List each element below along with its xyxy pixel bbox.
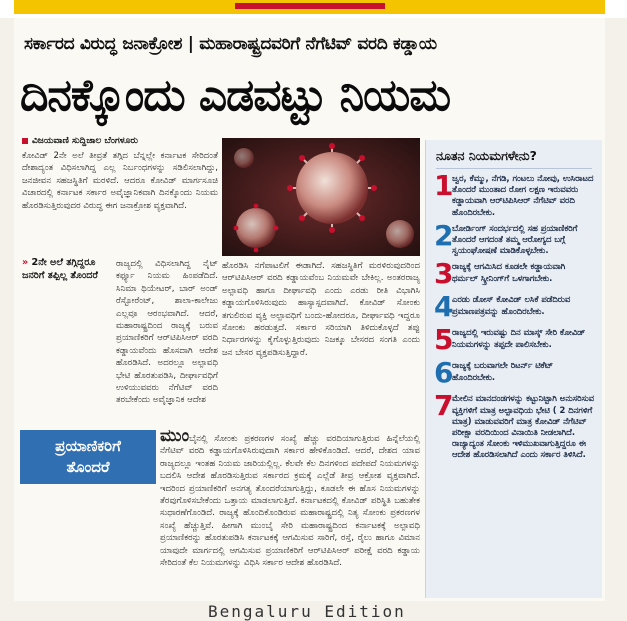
rule-text: ಬೋರ್ಡಿಂಗ್ ಸಂದರ್ಭದಲ್ಲಿ ಸಹ ಪ್ರಯಾಣಿಕರಿಗೆ ತೊಂದರೆ ಆಗದಂತೆ ತಮ್ಮ ಆರೋಗ್ಯದ ಬಗ್ಗೆ ಸ್ವಯಂಘೋಷಣೆ ಮಾಡಿಕೊಳ್ಳಬೇಕು. bbox=[452, 222, 578, 256]
top-color-bar bbox=[0, 0, 627, 18]
rule-item bbox=[434, 218, 594, 257]
article-column-top bbox=[22, 150, 218, 254]
pullquote-text: 2ನೇ ಅಲೆ ತಗ್ಗಿದ್ದರೂ ಜನರಿಗೆ ತಪ್ಪಿಲ್ಲ ತೊಂದರೆ bbox=[22, 257, 98, 281]
byline bbox=[22, 136, 138, 146]
rule-number: 5 bbox=[434, 323, 454, 357]
rule-text: ಎರಡು ಡೋಸ್ ಕೋವಿಡ್ ಲಸಿಕೆ ಪಡೆದಿರುವ ಪ್ರಮಾಣಪತ್ರವನ್ನು ಹೊಂದಿರಬೇಕು. bbox=[452, 294, 571, 316]
rule-item bbox=[434, 169, 594, 218]
rules-list bbox=[426, 169, 602, 461]
drop-cap: ಮುಂ bbox=[160, 426, 190, 446]
pull-quote bbox=[22, 256, 112, 282]
sidebar-title: ನೂತನ ನಿಯಮಗಳೇನು? bbox=[436, 148, 592, 169]
paragraph-2: ರಾಜ್ಯದಲ್ಲಿ ವಿಧಿಸಲಾಗಿದ್ದ ನೈಟ್ ಕರ್ಫ್ಯೂ ನಿಯಮ ಹಿಂಪಡೆದಿದೆ. ಸಿನಿಮಾ ಥಿಯೇಟರ್, ಬಾರ್ ಅಂಡ್ ರೆಸ್ಟೋರೆಂಟ್, ಶಾಲಾ-ಕಾಲೇಜು ಎಲ್ಲವೂ ಆರಂಭವಾಗಿದೆ. ಆದರೆ, ಮಹಾರಾಷ್ಟ್ರದಿಂದ ರಾಜ್ಯಕ್ಕೆ ಬರುವ ಪ್ರಯಾಣಿಕರಿಗೆ ಆರ್‌ಟಿಪಿಸಿಆರ್ ವರದಿ ಕಡ್ಡಾಯವೆಂದು ಹೊಸದಾಗಿ ಆದೇಶ ಹೊರಡಿಸಿದೆ. ಅದರಲ್ಲೂ ಅಲ್ಪಾವಧಿ ಭೇಟಿ ಹೊರತುಪಡಿಸಿ, ದೀರ್ಘಾವಧಿಗೆ ಉಳಿಯುವವರು ನೆಗೆಟಿವ್ ವರದಿ ತರಬೇಕೆಂದು ಅವೈಜ್ಞಾನಿಕ ಆದೇಶ bbox=[116, 259, 218, 406]
virus-photo bbox=[222, 138, 420, 256]
subhead-line-2: ತೊಂದರೆ bbox=[66, 458, 110, 476]
large-virus-particle bbox=[287, 143, 377, 233]
rule-number: 6 bbox=[434, 356, 454, 390]
rule-text: ಜ್ವರ, ಕೆಮ್ಮು, ನೆಗಡಿ, ಗಂಟಲು ನೋವು, ಉಸಿರಾಟದ ತೊಂದರೆ ಮುಂತಾದ ರೋಗ ಲಕ್ಷಣ ಇರುವವರು ಕಡ್ಡಾಯವಾಗಿ ಆರ್‌ಟಿಪಿಸಿಆರ್ ನೆಗೆಟಿವ್ ವರದಿ ಹೊಂದಿರಬೇಕು. bbox=[452, 173, 594, 217]
rule-item bbox=[434, 356, 594, 390]
paragraph-4-wrap bbox=[160, 426, 420, 569]
paragraph-3: ಹೊರಡಿಸಿ ನಗೆಪಾಟಲಿಗೆ ಈಡಾಗಿದೆ. ಸಹಜಸ್ಥಿತಿಗೆ ಮರಳಿರುವುದರಿಂದ ಆರ್‌ಟಿಪಿಸಿಆರ್ ವರದಿ ಕಡ್ಡಾಯವೆಂಬ ನಿಯಮವೇ ಬೇಕಿಲ್ಲ. ಅಂತರರಾಜ್ಯ ಅಲ್ಪಾವಧಿ ಹಾಗೂ ದೀರ್ಘಾವಧಿ ಎಂದು ಎರಡು ರೀತಿ ವಿಭಾಗಿಸಿ ಕಡ್ಡಾಯಗೊಳಿಸಿರುವುದು ಹಾಸ್ಯಾಸ್ಪದವಾಗಿದೆ. ಕೋವಿಡ್ ಸೋಂಕು ತಗುಲಿರುವ ವ್ಯಕ್ತಿ ಅಲ್ಪಾವಧಿಗೆ ಬಂದು-ಹೋದರೂ, ದೀರ್ಘಾವಧಿ ಇದ್ದರೂ ಸೋಂಕು ಹರಡುತ್ತದೆ. ಸರ್ಕಾರ ಸರಿಯಾಗಿ ತಿಳಿದುಕೊಳ್ಳದೆ ತಪ್ಪು ನಿರ್ಧಾರಗಳನ್ನು ಕೈಗೊಳ್ಳುತ್ತಿರುವುದು ನಿಜಕ್ಕೂ ಬೇಸರದ ಸಂಗತಿ ಎಂದು ಜನ ಬೇಸರ ವ್ಯಕ್ತಪಡಿಸುತ್ತಿದ್ದಾರೆ. bbox=[222, 261, 420, 358]
paragraph-1: ಕೋವಿಡ್ 2ನೇ ಅಲೆ ತೀವ್ರತೆ ತಗ್ಗಿದ ಬೆನ್ನಲ್ಲೇ ಕರ್ನಾಟಕ ಸೇರಿದಂತೆ ದೇಶಾದ್ಯಂತ ವಿಧಿಸಲಾಗಿದ್ದ ಎಲ್ಲ ನಿರ್ಬಂಧಗಳನ್ನು ಸಡಿಲಿಸಲಾಗಿದ್ದು, ಜನಜೀವನ ಸಹಜಸ್ಥಿತಿಗೆ ಮರಳಿದೆ. ಆದರೂ ಕೋವಿಡ್ ಮಾರ್ಗಸೂಚಿ ವಿಚಾರದಲ್ಲಿ ಕರ್ನಾಟಕ ಸರ್ಕಾರ ಅವೈಜ್ಞಾನಿಕವಾಗಿ ದಿನಕ್ಕೊಂದು ನಿಯಮ ಹೊರಡಿಸುತ್ತಿರುವುದರ ವಿರುದ್ಧ ಈಗ ಜನಾಕ್ರೋಶ ವ್ಯಕ್ತವಾಗಿದೆ. bbox=[22, 151, 218, 211]
kicker: ಸರ್ಕಾರದ ವಿರುದ್ಧ ಜನಾಕ್ರೋಶ | ಮಹಾರಾಷ್ಟ್ರದವರಿಗೆ ನೆಗೆಟಿವ್ ವರದಿ ಕಡ್ಡಾಯ bbox=[24, 34, 437, 54]
article-column-beside-box bbox=[160, 426, 420, 569]
byline-text: ವಿಜಯವಾಣಿ ಸುದ್ದಿಜಾಲ ಬೆಂಗಳೂರು bbox=[32, 136, 139, 146]
rule-text: ರಾಜ್ಯಕ್ಕೆ ಬರುವಾಗಲೇ ರಿಟರ್ನ್ ಟಿಕೆಟ್ ಹೊಂದಿರಬೇಕು. bbox=[452, 360, 553, 382]
rule-text: ರಾಜ್ಯದಲ್ಲಿ ಇರುವಷ್ಟು ದಿನ ಮಾಸ್ಕ್ ಸೇರಿ ಕೋವಿಡ್ ನಿಯಮಗಳನ್ನು ತಪ್ಪದೇ ಪಾಲಿಸಬೇಕು. bbox=[452, 327, 586, 349]
virus-illustration bbox=[222, 138, 420, 256]
rule-number: 4 bbox=[434, 290, 454, 324]
pullquote-mark: » bbox=[22, 257, 29, 268]
bullet-square-icon bbox=[22, 138, 28, 144]
paragraph-4: ಬೈನಲ್ಲಿ ಸೋಂಕು ಪ್ರಕರಣಗಳ ಸಂಖ್ಯೆ ಹೆಚ್ಚು ವರದಿಯಾಗುತ್ತಿರುವ ಹಿನ್ನೆಲೆಯಲ್ಲಿ ನೆಗೆಟಿವ್ ವರದಿ ಕಡ್ಡಾಯಗೊಳಿಸಿರುವುದಾಗಿ ಸರ್ಕಾರ ಹೇಳಿಕೊಂಡಿದೆ. ಆದರೆ, ದೇಶದ ಯಾವ ರಾಜ್ಯದಲ್ಲೂ ಇಂತಹ ನಿಯಮ ಜಾರಿಯಲ್ಲಿಲ್ಲ. ಕೆಲವೇ ಕೆಲ ದಿನಗಳಿಂದ ಪದೇಪದೆ ನಿಯಮಗಳನ್ನು ಬದಲಿಸಿ ಆದೇಶ ಹೊರಡಿಸುತ್ತಿರುವ ಸರ್ಕಾರದ ಕ್ರಮಕ್ಕೆ ಎಲ್ಲೆಡೆ ತೀವ್ರ ಆಕ್ರೋಶ ವ್ಯಕ್ತವಾಗಿದೆ. ಇದರಿಂದ ಪ್ರಯಾಣಿಕರಿಗೆ ಅನಗತ್ಯ ತೊಂದರೆಯಾಗುತ್ತಿದ್ದು, ಕೂಡಲೇ ಈ ಹೊಸ ನಿಯಮಗಳನ್ನು ತೆರವುಗೊಳಿಸಬೇಕೆಂದು ಒತ್ತಾಯ ಮಾಡಲಾಗುತ್ತಿದೆ. ಕರ್ನಾಟಕದಲ್ಲಿ ಕೋವಿಡ್ ಪರಿಸ್ಥಿತಿ ಬಹುತೇಕ ಸುಧಾರಣೆಗೊಂಡಿದೆ. ರಾಜ್ಯಕ್ಕೆ ಹೊಂದಿಕೊಂಡಿರುವ ಮಹಾರಾಷ್ಟ್ರದಲ್ಲಿ ನಿತ್ಯ ಸೋಂಕು ಪ್ರಕರಣಗಳ ಸಂಖ್ಯೆ ಹೆಚ್ಚುತ್ತಿವೆ. ಹೀಗಾಗಿ ಮುಂಬೈ ಸೇರಿ ಮಹಾರಾಷ್ಟ್ರದಿಂದ ಕರ್ನಾಟಕಕ್ಕೆ ಅಲ್ಪಾವಧಿ ಪ್ರಯಾಣಿಕರನ್ನು ಹೊರತುಪಡಿಸಿ ಕರ್ನಾಟಕಕ್ಕೆ ಆಗಮಿಸುವ ಸಾರಿಗೆ, ರಸ್ತೆ, ರೈಲು ಹಾಗೂ ವಿಮಾನ ಯಾವುದೇ ಮಾರ್ಗದಲ್ಲಿ ಆಗಮಿಸುವ ಪ್ರಯಾಣಿಕರಿಗೆ ಆರ್‌ಟಿಪಿಸಿಆರ್ ಪರೀಕ್ಷೆ ವರದಿ ಕಡ್ಡಾಯ ಸೇರಿದಂತೆ ಕೆಲ ನಿಯಮಗಳನ್ನು ವಿಧಿಸಿ ಸರ್ಕಾರ ಆದೇಶ ಹೊರಡಿಸಿದೆ. bbox=[160, 434, 420, 569]
subhead-line-1: ಪ್ರಯಾಣಿಕರಿಗೆ bbox=[55, 437, 121, 455]
rule-item bbox=[434, 323, 594, 357]
article-column-beside-quote bbox=[116, 258, 218, 406]
rule-item bbox=[434, 389, 594, 460]
rule-item bbox=[434, 290, 594, 324]
headline: ದಿನಕ್ಕೊಂದು ಎಡವಟ್ಟು ನಿಯಮ bbox=[20, 70, 451, 121]
rule-number: 3 bbox=[434, 257, 454, 291]
rules-sidebar bbox=[425, 140, 602, 598]
rule-text: ಮೇಲಿನ ಮಾನದಂಡಗಳನ್ನು ಕಟ್ಟುನಿಟ್ಟಾಗಿ ಅನುಸರಿಸುವ ವ್ಯಕ್ತಿಗಳಿಗೆ ಮಾತ್ರ ಅಲ್ಪಾವಧಿಯ ಭೇಟಿ ( 2 ದಿನಗಳಿಗೆ ಮಾತ್ರ) ಮಾಡುವವರಿಗೆ ಮಾತ್ರ ಕೋವಿಡ್ ನೆಗೆಟಿವ್ ಪರೀಕ್ಷಾ ವರದಿಯಿಂದ ವಿನಾಯಿತಿ ನೀಡಲಾಗಿದೆ. ರಾಜ್ಯಾದ್ಯಂತ ಸೋಂಕು ಇಳಿಮುಖವಾಗುತ್ತಿದ್ದರೂ ಈ ಆದೇಶ ಹೊರಡಿಸಲಾಗಿದೆ ಎಂದು ಸರ್ಕಾರ ತಿಳಿಸಿದೆ. bbox=[452, 393, 594, 460]
rule-text: ರಾಜ್ಯಕ್ಕೆ ಆಗಮಿಸಿದ ಕೂಡಲೇ ಕಡ್ಡಾಯವಾಗಿ ಥರ್ಮಲ್ ಸ್ಕ್ರೀನಿಂಗ್‌ಗೆ ಒಳಗಾಗಬೇಕು. bbox=[452, 261, 566, 283]
article-column-under-photo bbox=[222, 260, 420, 422]
rule-number: 2 bbox=[434, 218, 454, 252]
rule-number: 1 bbox=[434, 169, 454, 202]
rule-number: 7 bbox=[434, 389, 454, 423]
subhead-box bbox=[20, 430, 156, 484]
newspaper-page bbox=[14, 18, 605, 621]
red-band bbox=[235, 3, 385, 9]
edition-footer: Bengaluru Edition bbox=[208, 602, 406, 621]
rule-item bbox=[434, 257, 594, 291]
